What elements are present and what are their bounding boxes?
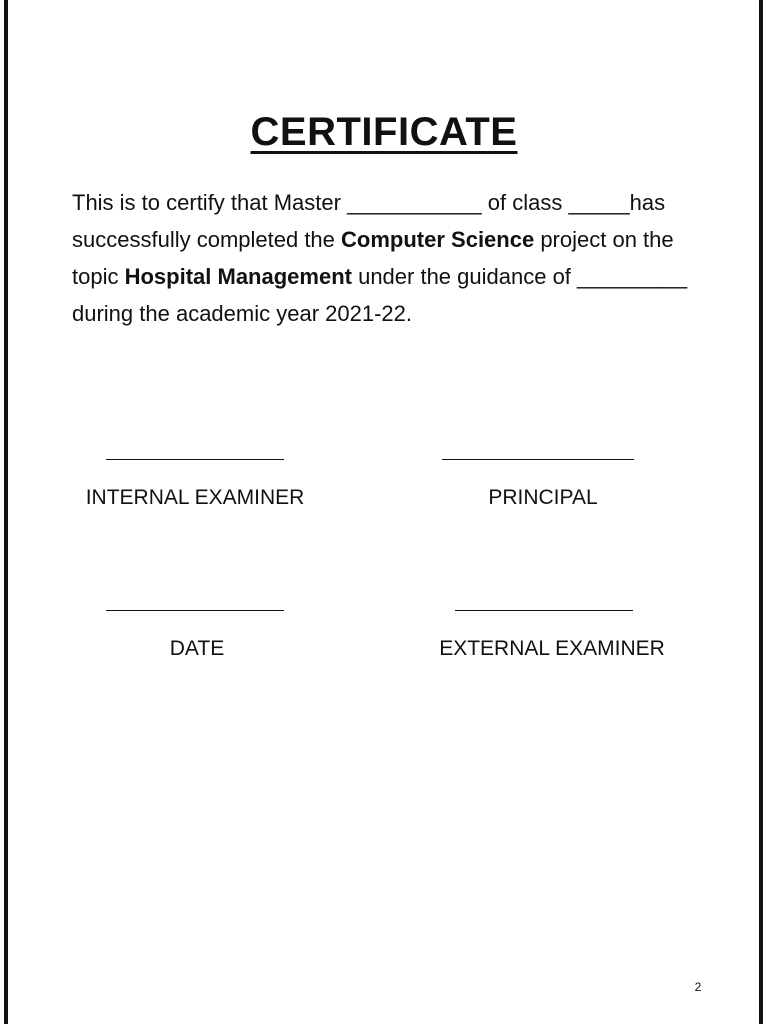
external-examiner-signature-line — [455, 610, 633, 611]
date-signature-line — [106, 610, 284, 611]
internal-examiner-signature-line — [106, 459, 284, 460]
certificate-title: CERTIFICATE — [250, 110, 518, 154]
project-topic: Hospital Management — [124, 264, 352, 289]
body-text-segment: of class — [481, 190, 569, 215]
body-text-segment: project on the topic — [72, 227, 674, 289]
certificate-body — [72, 184, 702, 332]
body-text-segment: has successfully completed the — [72, 190, 666, 252]
external-examiner-label: EXTERNAL EXAMINER — [439, 637, 665, 660]
internal-examiner-label: INTERNAL EXAMINER — [85, 486, 305, 509]
subject-name: Computer Science — [341, 227, 535, 252]
body-text-segment: This is to certify that Master — [72, 190, 348, 215]
class-blank: _____ — [568, 190, 630, 215]
body-text-segment: under the guidance of — [351, 264, 578, 289]
guide-name-blank: _________ — [577, 264, 688, 289]
principal-signature-line — [442, 459, 634, 460]
principal-label: PRINCIPAL — [488, 486, 598, 509]
date-label: DATE — [169, 637, 225, 660]
master-name-blank: ___________ — [347, 190, 482, 215]
page-number: 2 — [694, 980, 702, 994]
body-text-segment: during the academic year 2021-22. — [72, 301, 412, 326]
